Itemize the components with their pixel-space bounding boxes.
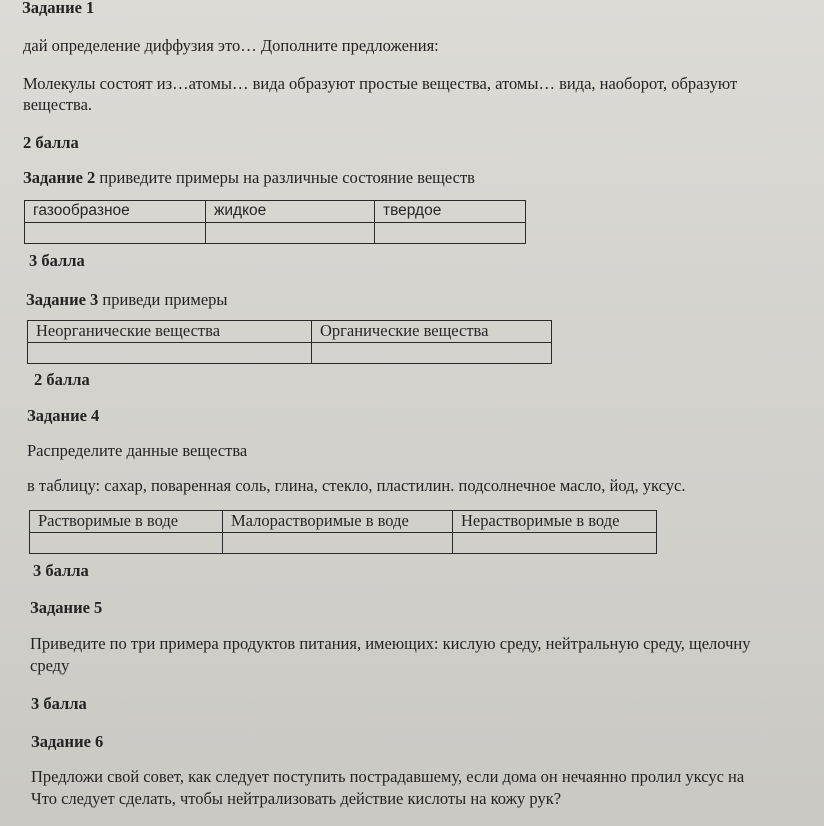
task5-line2: среду bbox=[30, 656, 70, 675]
task4-answer-insoluble[interactable] bbox=[453, 533, 657, 554]
task4-title: Задание 4 bbox=[27, 406, 100, 425]
task3-header-organic: Органические вещества bbox=[312, 321, 552, 343]
task4-line1: Распределите данные вещества bbox=[27, 441, 248, 460]
task5-line1: Приведите по три примера продуктов питания, имеющих: кислую среду, нейтральную среду, щелочну bbox=[30, 634, 751, 653]
task4-score: 3 балла bbox=[33, 561, 89, 580]
task3-title-bold: Задание 3 bbox=[26, 290, 99, 309]
task6-title: Задание 6 bbox=[31, 732, 104, 751]
task4-header-slightly-soluble: Малорастворимые в воде bbox=[223, 511, 453, 533]
task3-header-row bbox=[28, 321, 552, 343]
task3-table bbox=[27, 320, 552, 364]
task3-answer-organic[interactable] bbox=[312, 343, 552, 364]
task1-score: 2 балла bbox=[23, 133, 79, 152]
task2-answer-gas[interactable] bbox=[25, 223, 206, 244]
task5-title: Задание 5 bbox=[30, 598, 103, 617]
task3-answer-inorganic[interactable] bbox=[28, 343, 312, 364]
task2-title bbox=[23, 168, 475, 188]
task4-header-soluble: Растворимые в воде bbox=[30, 511, 223, 533]
task2-header-solid: твердое bbox=[375, 201, 526, 223]
task1-line3: вещества. bbox=[23, 95, 93, 114]
task1-line2: Молекулы состоят из…атомы… вида образуют простые вещества, атомы… вида, наоборот, образуют bbox=[23, 74, 738, 93]
task3-score: 2 балла bbox=[34, 370, 90, 389]
task2-answer-liquid[interactable] bbox=[206, 223, 375, 244]
task5-score: 3 балла bbox=[31, 694, 87, 713]
task2-answer-solid[interactable] bbox=[375, 223, 526, 244]
task4-answer-soluble[interactable] bbox=[30, 533, 223, 554]
task2-header-gas: газообразное bbox=[25, 201, 206, 223]
task2-header-liquid: жидкое bbox=[206, 201, 375, 223]
task4-answer-slightly-soluble[interactable] bbox=[223, 533, 453, 554]
task4-answer-row bbox=[30, 533, 657, 554]
task3-title-rest: приведи примеры bbox=[98, 290, 228, 309]
task2-title-rest: приведите примеры на различные состояние веществ bbox=[95, 168, 475, 187]
task4-table bbox=[29, 510, 657, 554]
task1-line1: дай определение диффузия это… Дополните предложения: bbox=[23, 36, 439, 55]
task2-table bbox=[24, 200, 526, 244]
task2-answer-row bbox=[25, 223, 526, 244]
task6-line2: Что следует сделать, чтобы нейтрализовать действие кислоты на кожу рук? bbox=[31, 789, 562, 808]
task2-score: 3 балла bbox=[29, 251, 85, 270]
task3-answer-row bbox=[28, 343, 552, 364]
task4-line2: в таблицу: сахар, поваренная соль, глина, стекло, пластилин. подсолнечное масло, йод, уксус. bbox=[27, 476, 686, 495]
task6-line1: Предложи свой совет, как следует поступить пострадавшему, если дома он нечаянно пролил уксус на bbox=[31, 767, 745, 786]
task3-header-inorganic: Неорганические вещества bbox=[28, 321, 312, 343]
task1-title: Задание 1 bbox=[22, 0, 95, 17]
task3-title bbox=[26, 290, 227, 310]
task2-title-bold: Задание 2 bbox=[23, 168, 96, 187]
task4-header-row bbox=[30, 511, 657, 533]
task4-header-insoluble: Нерастворимые в воде bbox=[453, 511, 657, 533]
task2-header-row bbox=[25, 201, 526, 223]
